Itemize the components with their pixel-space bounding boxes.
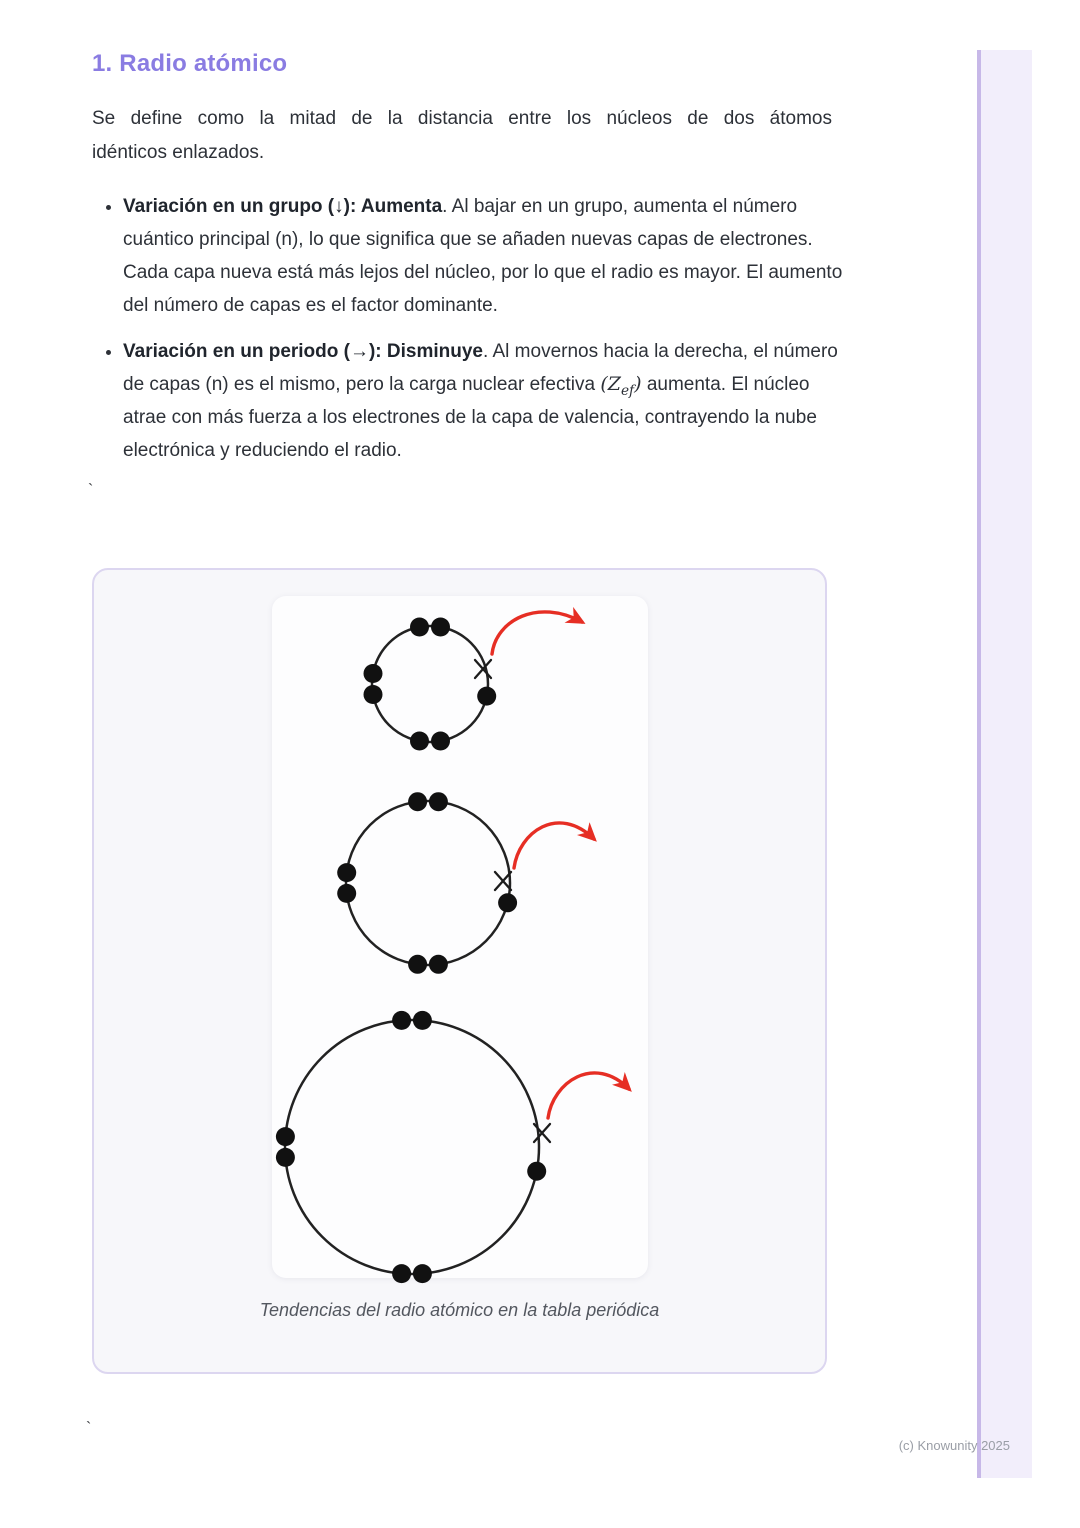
electron-dot — [527, 1162, 546, 1181]
bullet-bold-lead: Variación en un grupo (↓): Aumenta — [123, 196, 443, 217]
electron-dot — [408, 955, 427, 974]
copyright-watermark: (c) Knowunity 2025 — [898, 1438, 1010, 1453]
electron-dot — [392, 1011, 411, 1030]
electron-dot — [364, 664, 383, 683]
stray-backtick-top: ` — [88, 482, 94, 499]
electron-shell-circle — [285, 1020, 539, 1274]
electron-dot — [276, 1148, 295, 1167]
stray-backtick-bottom: ` — [86, 1420, 92, 1437]
right-margin-strip — [977, 50, 1032, 1478]
bullet-bold-lead: Variación en un periodo (→): Disminuye — [123, 341, 483, 362]
intro-paragraph — [92, 102, 832, 170]
electron-dot — [431, 732, 450, 751]
electron-dot — [413, 1011, 432, 1030]
math-z-symbol: Z — [607, 373, 621, 395]
electron-dot — [364, 685, 383, 704]
atom — [276, 1011, 629, 1283]
atom-diagram-panel — [272, 596, 648, 1278]
electron-dot — [477, 687, 496, 706]
atom-diagram-svg — [272, 596, 648, 1278]
electron-dot — [337, 884, 356, 903]
bullet-body-text: . Al bajar en un grupo, aumenta el número cuántico principal (n), lo que significa que se añaden nuevas capas de electrones. Cada capa nueva está más lejos del núcleo, por lo que el radio es mayor. El aumento del número de capas es el factor dominante. — [123, 196, 843, 316]
electron-dot — [337, 863, 356, 882]
bullet-item-group-variation — [123, 190, 856, 322]
electron-dot — [431, 618, 450, 637]
electron-dot — [410, 732, 429, 751]
electron-shell-circle — [372, 626, 488, 742]
effective-nuclear-charge-formula — [600, 373, 642, 399]
math-ef-subscript: ef — [620, 382, 635, 399]
electron-dot — [408, 792, 427, 811]
electron-dot — [429, 955, 448, 974]
bullet-body-text: aumenta. El núcleo atrae con más fuerza a los electrones de la capa de valencia, contrayendo la nube electrónica y reduciendo el radio. — [123, 374, 817, 461]
figure-caption: Tendencias del radio atómico en la tabla periódica — [259, 1300, 660, 1320]
electron-dot — [410, 618, 429, 637]
intro-line-2: idénticos enlazados. — [92, 142, 265, 163]
electron-dot — [498, 893, 517, 912]
bullet-item-period-variation — [123, 335, 856, 467]
electron-leaving-arrow — [492, 612, 582, 654]
math-close-paren: ) — [634, 373, 642, 395]
figure-card — [92, 568, 827, 1374]
electron-dot — [429, 792, 448, 811]
leaving-electron-x-mark — [495, 872, 511, 890]
atom — [337, 792, 594, 974]
electron-dot — [413, 1264, 432, 1283]
electron-leaving-arrow — [548, 1073, 629, 1118]
bullet-body-text: . Al movernos hacia la derecha, el número de capas (n) es el mismo, pero la carga nuclear efectiva — [123, 341, 838, 395]
math-open-paren: ( — [600, 373, 608, 395]
atom — [364, 612, 583, 751]
leaving-electron-x-mark — [534, 1124, 550, 1142]
electron-dot — [276, 1127, 295, 1146]
electron-dot — [392, 1264, 411, 1283]
electron-shell-circle — [346, 801, 510, 965]
section-heading: 1. Radio atómico — [92, 50, 288, 77]
bullet-list — [92, 190, 856, 480]
intro-line-1: Se define como la mitad de la distancia entre los núcleos de dos átomos — [92, 108, 832, 129]
electron-leaving-arrow — [514, 823, 594, 868]
